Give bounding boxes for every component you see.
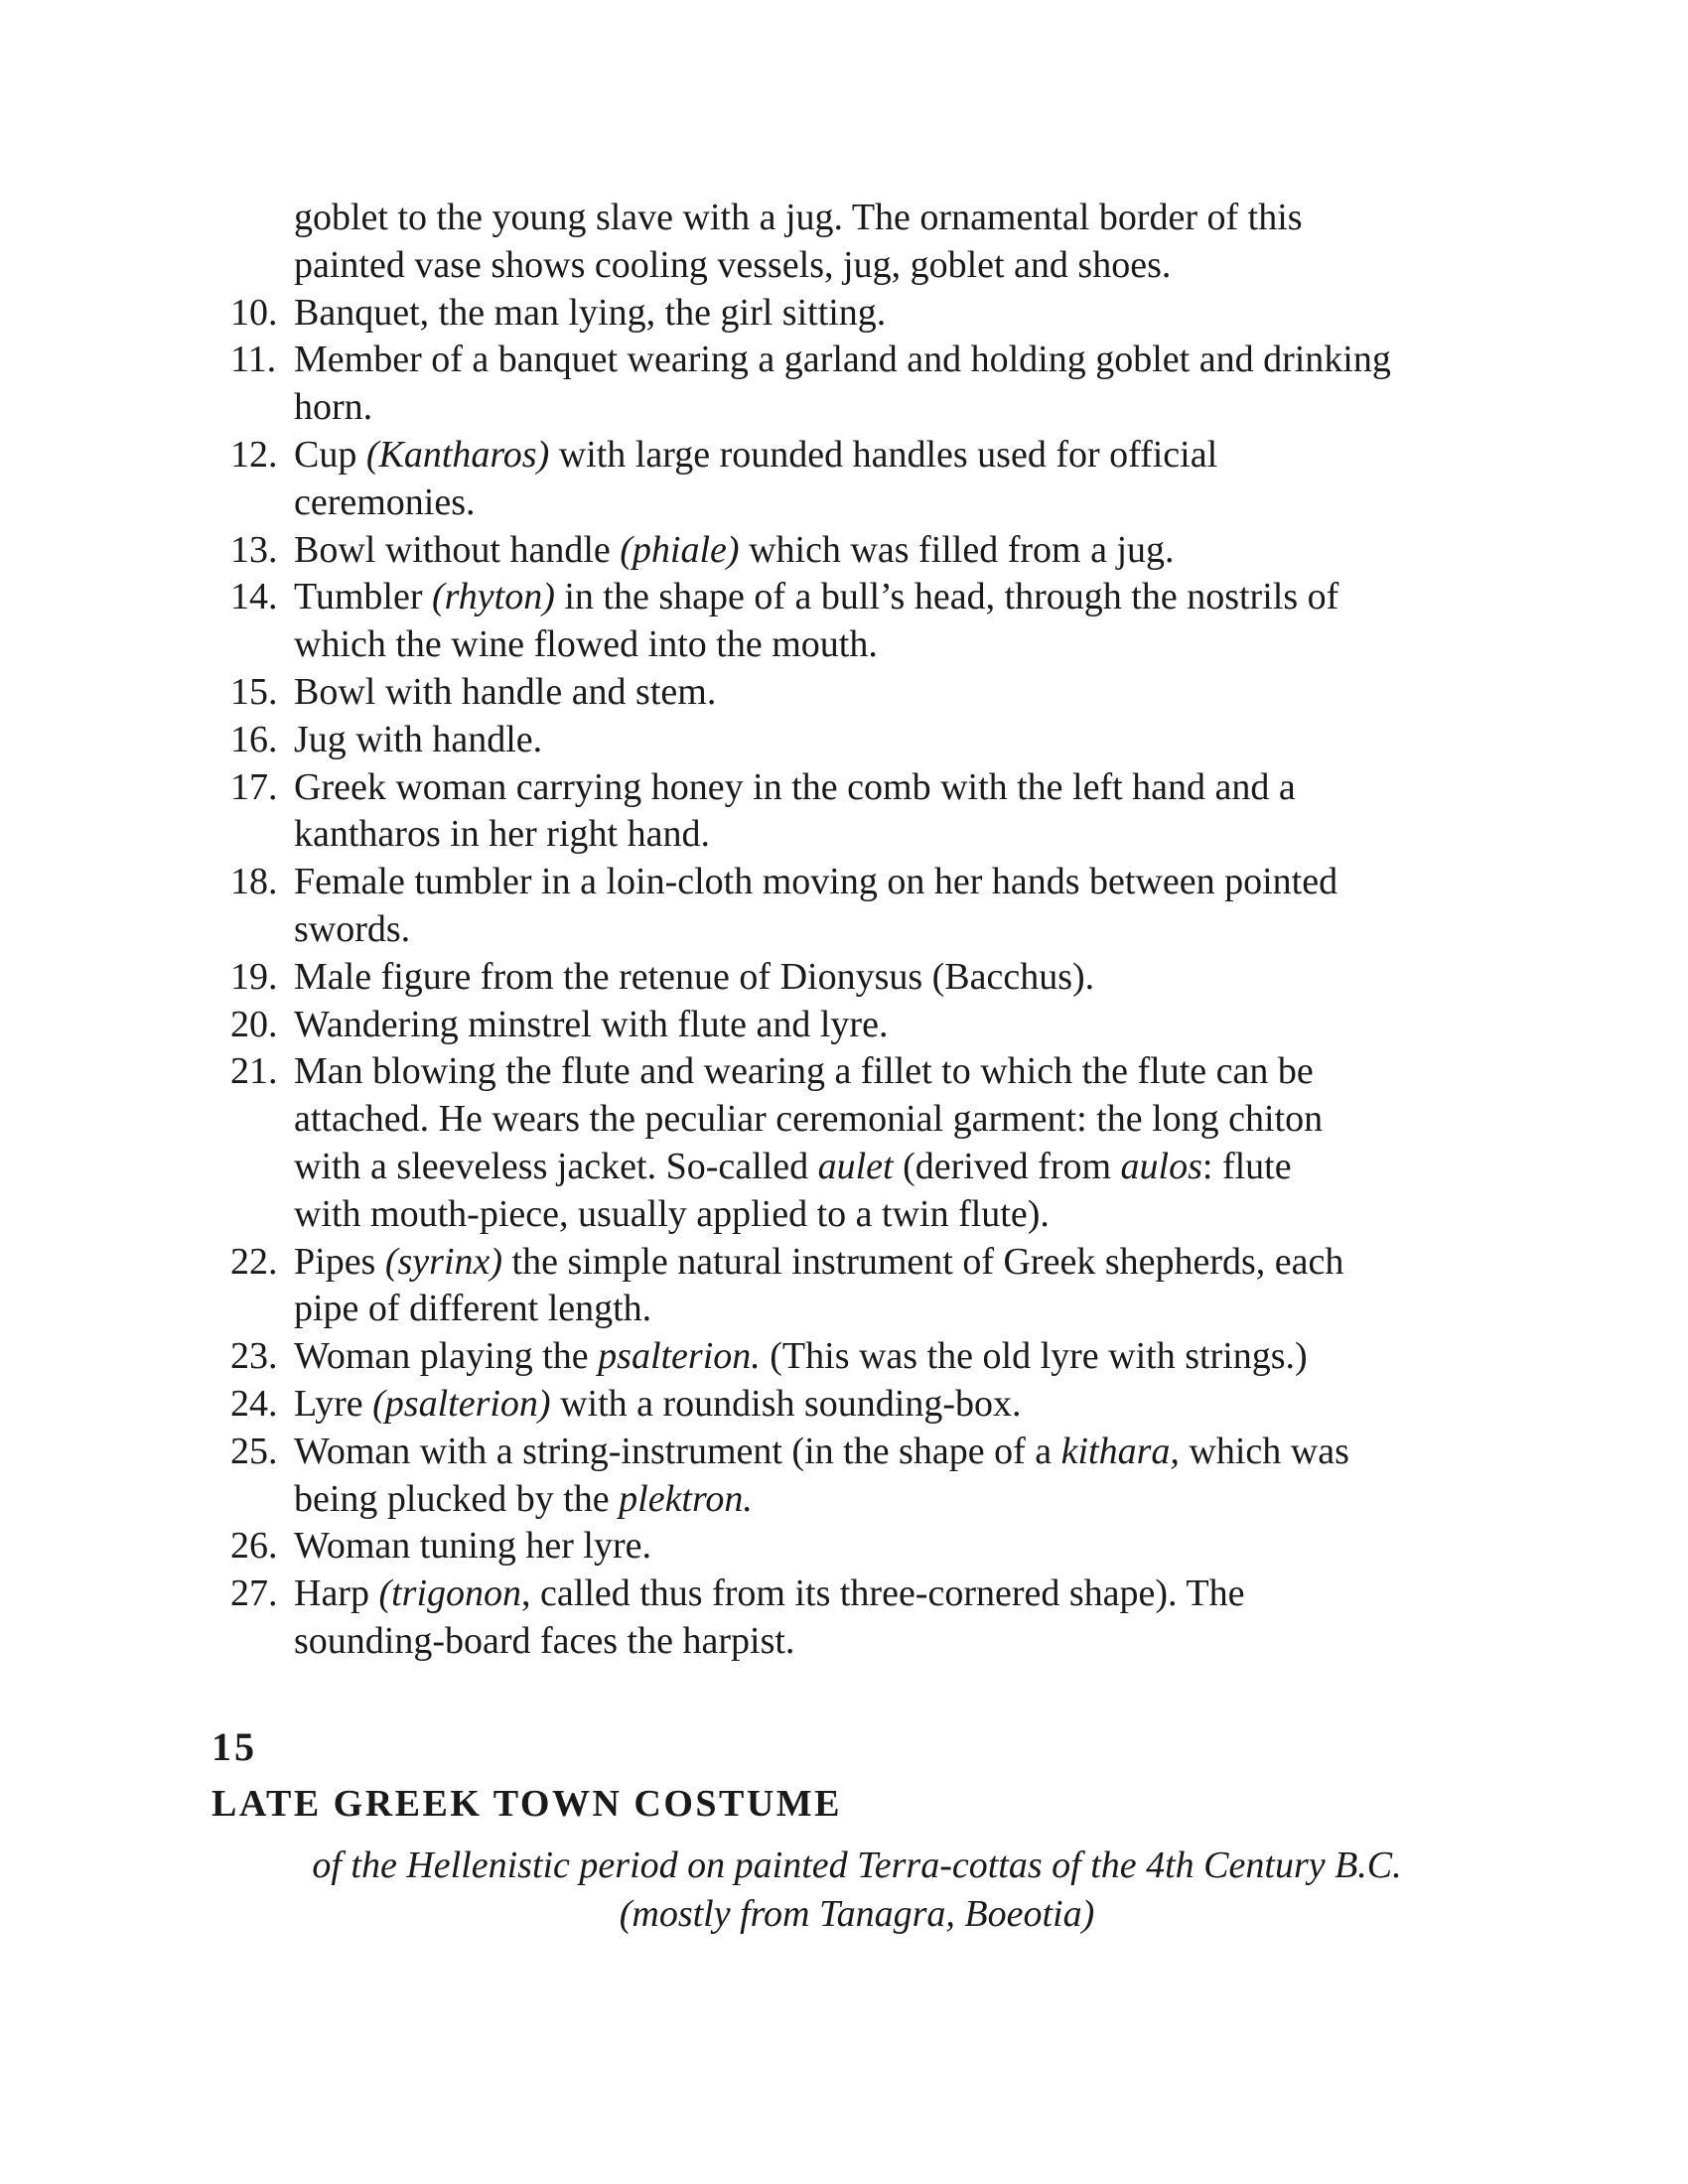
item-text: Woman tuning her lyre.	[294, 1525, 651, 1568]
italic-term: (phiale)	[620, 528, 740, 571]
item-number: 15.	[230, 670, 278, 713]
list-item-18	[230, 859, 1511, 954]
item-text	[294, 1476, 1511, 1524]
list-item-21	[230, 1048, 1511, 1238]
item-number: 22.	[230, 1240, 278, 1283]
item-number: 27.	[230, 1572, 278, 1615]
list-item-22	[230, 1239, 1511, 1334]
list-item-26	[230, 1523, 1511, 1570]
item-text: Jug with handle.	[294, 718, 543, 760]
text-run: in the shape of a bull’s head, through the nostrils of	[554, 576, 1339, 618]
italic-term: (Kantharos)	[365, 433, 550, 476]
list-item-15	[230, 669, 1511, 717]
list-item-13	[230, 527, 1511, 575]
italic-term: aulet	[817, 1145, 894, 1187]
item-text: Man blowing the flute and wearing a fillet to which the flute can be	[294, 1050, 1314, 1093]
list-item-10	[230, 290, 1511, 338]
italic-term: (psalterion)	[372, 1382, 551, 1425]
item-text: attached. He wears the peculiar ceremonial garment: the long chiton	[294, 1098, 1324, 1141]
item-number: 21.	[230, 1050, 278, 1093]
list-item-14	[230, 574, 1511, 669]
item-number: 19.	[230, 955, 278, 998]
item-text	[294, 1429, 1511, 1476]
italic-term: (trigonon	[378, 1572, 522, 1615]
text-run: , called thus from its three-cornered shape). The	[521, 1572, 1245, 1615]
text-run: with large rounded handles used for official	[549, 433, 1218, 476]
item-number: 25.	[230, 1430, 278, 1472]
item-text	[294, 574, 1511, 621]
italic-term: kithara,	[1060, 1430, 1180, 1472]
item-number: 16.	[230, 718, 278, 760]
text-run: Cup	[294, 433, 366, 476]
item-text: ceremonies.	[294, 480, 476, 523]
list-item-16	[230, 717, 1511, 764]
continuation-line-2: painted vase shows cooling vessels, jug, goblet and shoes.	[294, 243, 1172, 286]
item-text: horn.	[294, 386, 373, 429]
text-run: Pipes	[294, 1240, 385, 1283]
item-text	[294, 1381, 1511, 1429]
text-run: Woman playing the	[294, 1335, 599, 1378]
section-title: LATE GREEK TOWN COSTUME	[211, 1783, 843, 1825]
subtitle-line-1: of the Hellenistic period on painted Terra-cottas of the 4th Century B.C.	[312, 1844, 1402, 1886]
item-text	[294, 1239, 1511, 1287]
item-number: 23.	[230, 1335, 278, 1378]
italic-term: plektron.	[619, 1477, 753, 1520]
list-item-24	[230, 1381, 1511, 1429]
text-run: (This was the old lyre with strings.)	[760, 1335, 1308, 1378]
list-item-continuation	[230, 195, 1511, 290]
item-text	[294, 1144, 1511, 1191]
list-item-17	[230, 764, 1511, 860]
text-run: with a roundish sounding-box.	[550, 1382, 1022, 1425]
list-item-19	[230, 954, 1511, 1002]
item-number: 20.	[230, 1003, 278, 1045]
italic-term: aulos	[1120, 1145, 1202, 1187]
item-text: which the wine flowed into the mouth.	[294, 623, 878, 666]
item-text	[294, 1333, 1511, 1381]
subtitle-line-2: (mostly from Tanagra, Boeotia)	[619, 1893, 1095, 1935]
italic-term: (syrinx)	[384, 1240, 503, 1283]
item-text: Greek woman carrying honey in the comb with the left hand and a	[294, 765, 1296, 808]
item-text: with mouth-piece, usually applied to a twin flute).	[294, 1192, 1050, 1235]
item-text: pipe of different length.	[294, 1288, 652, 1330]
item-text: swords.	[294, 907, 411, 950]
item-number: 24.	[230, 1382, 278, 1425]
text-run: which was filled from a jug.	[739, 528, 1175, 571]
item-number: 13.	[230, 528, 278, 571]
text-run: the simple natural instrument of Greek shepherds, each	[502, 1240, 1344, 1283]
item-text: Male figure from the retenue of Dionysus (Bacchus).	[294, 955, 1095, 998]
italic-term: (rhyton)	[432, 576, 555, 618]
section-number: 15	[211, 1724, 257, 1769]
item-number: 14.	[230, 576, 278, 618]
text-run: : flute	[1201, 1145, 1292, 1187]
text-run: Bowl without handle	[294, 528, 621, 571]
list-item-11	[230, 337, 1511, 432]
item-number: 10.	[230, 291, 278, 334]
italic-term: psalterion.	[598, 1335, 761, 1378]
item-text: kantharos in her right hand.	[294, 813, 710, 856]
item-text	[294, 432, 1511, 479]
list-item-23	[230, 1333, 1511, 1381]
item-text	[294, 527, 1511, 575]
text-run: Tumbler	[294, 576, 433, 618]
text-run: which was	[1179, 1430, 1349, 1472]
item-text: sounding-board faces the harpist.	[294, 1619, 795, 1662]
text-run: Lyre	[294, 1382, 373, 1425]
item-text	[294, 1570, 1511, 1618]
list-item-25	[230, 1429, 1511, 1524]
item-text: Female tumbler in a loin-cloth moving on her hands between pointed	[294, 861, 1338, 903]
list-item-12	[230, 432, 1511, 527]
text-run: Woman with a string-instrument (in the shape of a	[294, 1430, 1061, 1472]
text-run: Harp	[294, 1572, 379, 1615]
item-number: 18.	[230, 861, 278, 903]
continuation-line-1: goblet to the young slave with a jug. The ornamental border of this	[294, 197, 1303, 238]
item-text: Bowl with handle and stem.	[294, 670, 717, 713]
item-number: 11.	[230, 339, 277, 381]
item-number: 26.	[230, 1525, 278, 1568]
item-text: Banquet, the man lying, the girl sitting.	[294, 291, 887, 334]
text-run: with a sleeveless jacket. So-called	[294, 1145, 818, 1187]
section-heading	[211, 1722, 1502, 1828]
item-number: 12.	[230, 433, 278, 476]
item-text: Wandering minstrel with flute and lyre.	[294, 1003, 889, 1045]
item-number: 17.	[230, 765, 278, 808]
list-item-20	[230, 1002, 1511, 1049]
item-text: Member of a banquet wearing a garland and holding goblet and drinking	[294, 339, 1391, 381]
caption-list	[230, 195, 1511, 1666]
section-subtitle	[211, 1842, 1502, 1939]
text-run: being plucked by the	[294, 1477, 620, 1520]
text-run: (derived from	[893, 1145, 1121, 1187]
list-item-27	[230, 1570, 1511, 1666]
